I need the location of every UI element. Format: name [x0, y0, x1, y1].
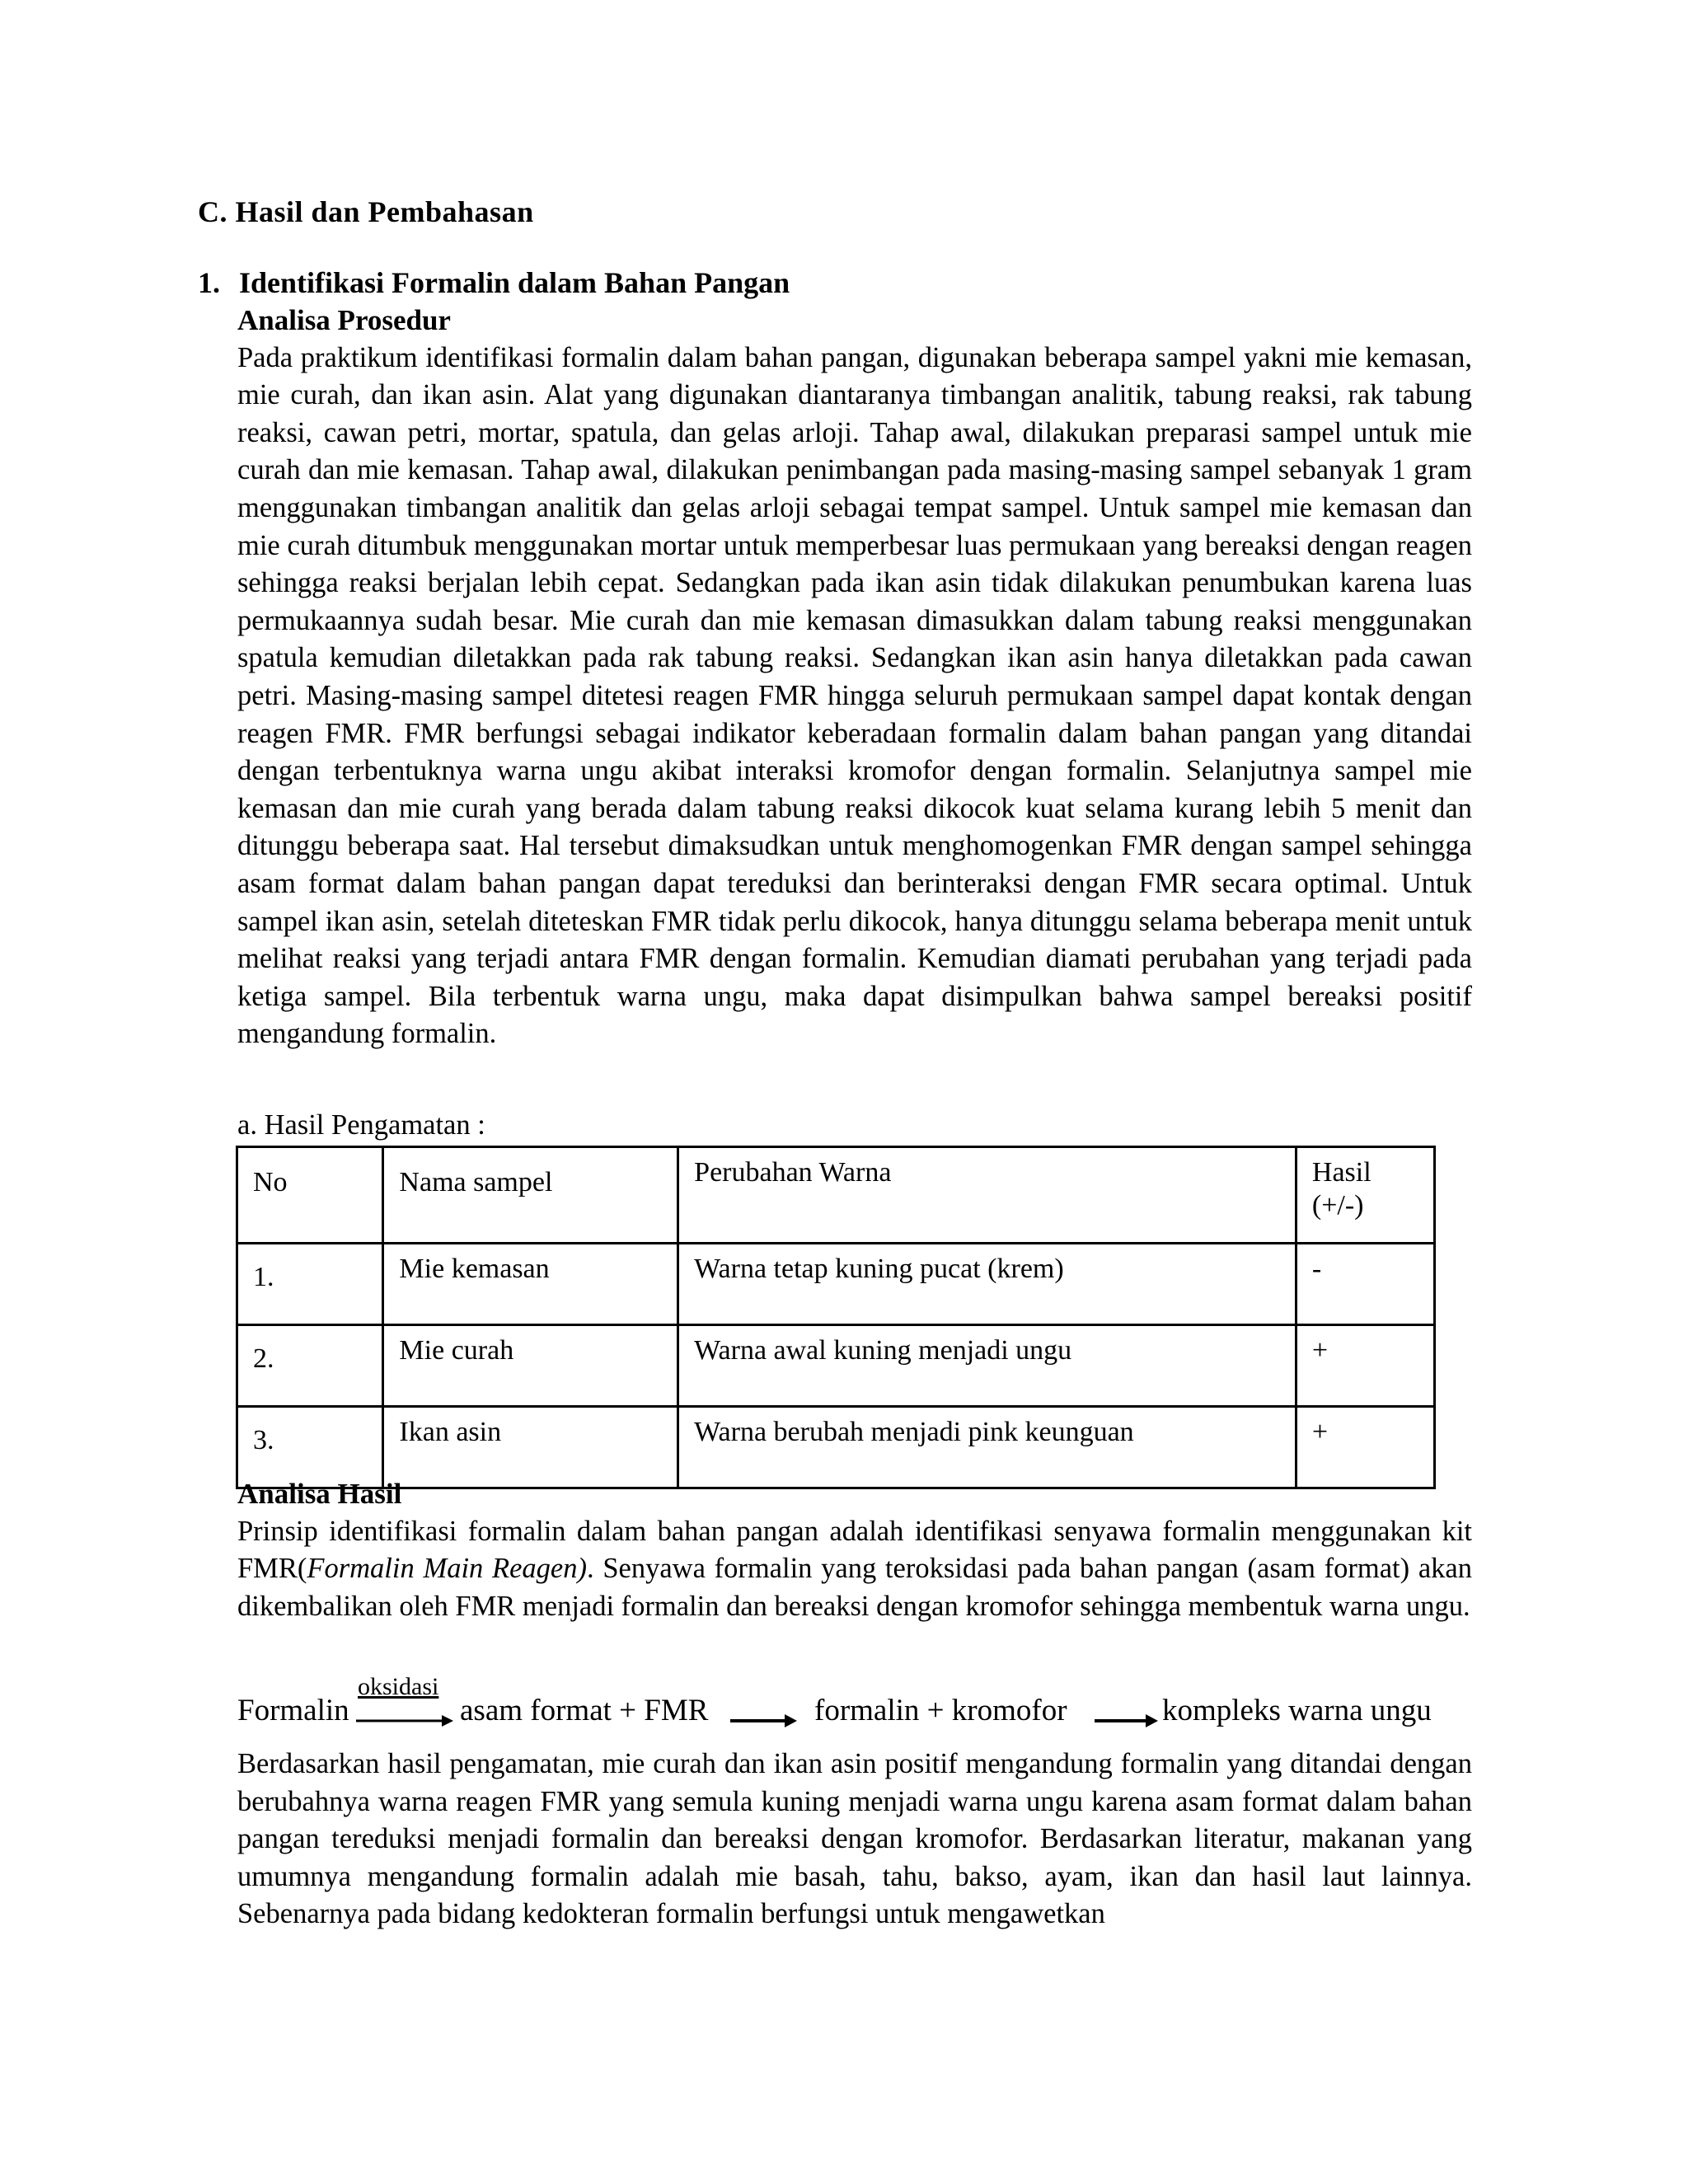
cell-result: + [1296, 1325, 1434, 1407]
analysis-text-1: Prinsip identifikasi formalin dalam bahan pangan adalah identifikasi senyawa formalin menggunakan kit FMR( [237, 1515, 1472, 1585]
reaction-equation [237, 1673, 1474, 1747]
cell-result: + [1296, 1407, 1434, 1488]
reaction-reactant: Formalin [237, 1694, 349, 1727]
cell-change: Warna tetap kuning pucat (krem) [678, 1244, 1296, 1325]
procedure-block [237, 302, 1472, 1053]
cell-name: Mie curah [383, 1325, 678, 1407]
section-title: C. Hasil dan Pembahasan [198, 195, 534, 228]
procedure-paragraph: Pada praktikum identifikasi formalin dalam bahan pangan, digunakan beberapa sampel yakni mie kemasan, mie curah, dan ikan asin. Alat yang digunakan diantaranya timbangan analitik, tabung reaksi, rak tabung reaksi, cawan petri, mortar, spatula, dan gelas arloji. Tahap awal, dilakukan preparasi sampel untuk mie curah dan mie kemasan. Tahap awal, dilakukan penimbangan pada masing-masing sampel sebanyak 1 gram menggunakan timbangan analitik dan gelas arloji sebagai tempat sampel. Untuk sampel mie kemasan dan mie curah ditumbuk menggunakan mortar untuk memperbesar luas permukaan yang bereaksi dengan reagen sehingga reaksi berjalan lebih cepat. Sedangkan pada ikan asin tidak dilakukan penumbukan karena luas permukaannya sudah besar. Mie curah dan mie kemasan dimasukkan dalam tabung reaksi menggunakan spatula kemudian diletakkan pada rak tabung reaksi. Sedangkan ikan asin hanya diletakkan pada cawan petri. Masing-masing sampel ditetesi reagen FMR hingga seluruh permukaan sampel dapat kontak dengan reagen FMR. FMR berfungsi sebagai indikator keberadaan formalin dalam bahan pangan yang ditandai dengan terbentuknya warna ungu akibat interaksi kromofor dengan formalin. Selanjutnya sampel mie kemasan dan mie curah yang berada dalam tabung reaksi dikocok kuat selama kurang lebih 5 menit dan ditunggu beberapa saat. Hal tersebut dimaksudkan untuk menghomogenkan FMR dengan sampel sehingga asam format dalam bahan pangan dapat tereduksi dan berinteraksi dengan FMR secara optimal. Untuk sampel ikan asin, setelah diteteskan FMR tidak perlu dikocok, hanya ditunggu selama beberapa menit untuk melihat reaksi yang terjadi antara FMR dengan formalin. Kemudian diamati perubahan yang terjadi pada ketiga sampel. Bila terbentuk warna ungu, maka dapat disimpulkan bahwa sampel bereaksi positif mengandung formalin. [237, 341, 1472, 1050]
cell-no: 2. [237, 1325, 383, 1407]
header-result: Hasil (+/-) [1296, 1147, 1434, 1244]
cell-change: Warna awal kuning menjadi ungu [678, 1325, 1296, 1407]
reaction-product-3: kompleks warna ungu [1162, 1694, 1432, 1727]
reaction-arrow-1-icon [356, 1711, 455, 1731]
conclusion-paragraph: Berdasarkan hasil pengamatan, mie curah dan ikan asin positif mengandung formalin yang ditandai dengan berubahnya warna reagen FMR yang semula kuning menjadi warna ungu karena asam format dalam bahan pangan tereduksi menjadi formalin dan bereaksi dengan kromofor. Berdasarkan literatur, makanan yang umumnya mengandung formalin adalah mie basah, tahu, bakso, ayam, ikan dan hasil laut lainnya. Sebenarnya pada bidang kedokteran formalin berfungsi untuk mengawetkan [237, 1748, 1472, 1930]
analysis-italic: Formalin Main Reagen) [307, 1553, 587, 1585]
table-header-row [237, 1147, 1435, 1244]
reaction-arrow-label: oksidasi [358, 1673, 439, 1700]
subsection-number: 1. [198, 266, 220, 299]
analysis-heading: Analisa Hasil [237, 1478, 402, 1510]
analysis-text-2: . Senyawa formalin yang teroksidasi pada bahan pangan (asam format) akan dikembalikan oleh FMR menjadi formalin dan bereaksi dengan kromofor sehingga membentuk warna ungu. [237, 1553, 1472, 1622]
header-no: No [237, 1147, 383, 1244]
analysis-paragraph [237, 1513, 1472, 1626]
conclusion-block [237, 1746, 1472, 1933]
table-row [237, 1325, 1435, 1407]
subsection-title: Identifikasi Formalin dalam Bahan Pangan [239, 266, 790, 299]
header-change: Perubahan Warna [678, 1147, 1296, 1244]
observation-label: a. Hasil Pengamatan : [237, 1109, 485, 1141]
reaction-arrow-3-icon [1095, 1711, 1159, 1731]
cell-result: - [1296, 1244, 1434, 1325]
reaction-product-1: asam format + FMR [460, 1694, 709, 1727]
reaction-arrow-2-icon [730, 1711, 798, 1731]
procedure-heading: Analisa Prosedur [237, 304, 451, 336]
subsection-title-row [198, 265, 790, 300]
table-row [237, 1244, 1435, 1325]
reaction-product-2: formalin + kromofor [814, 1694, 1067, 1727]
header-name: Nama sampel [383, 1147, 678, 1244]
cell-name: Ikan asin [383, 1407, 678, 1488]
cell-name: Mie kemasan [383, 1244, 678, 1325]
observation-table [236, 1146, 1436, 1489]
cell-no: 1. [237, 1244, 383, 1325]
analysis-block [237, 1475, 1472, 1625]
cell-no: 3. [237, 1407, 383, 1488]
cell-change: Warna berubah menjadi pink keunguan [678, 1407, 1296, 1488]
